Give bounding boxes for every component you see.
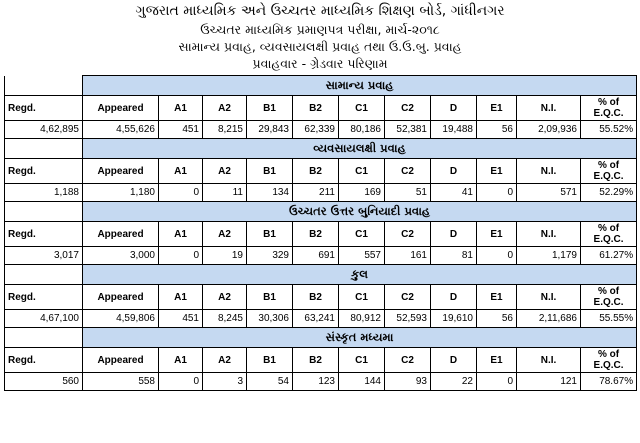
column-header: C2 [385,96,431,121]
table-cell: 169 [339,184,385,202]
column-header: N.I. [517,348,581,373]
table-row [5,310,637,328]
table-cell: 55.52% [581,121,637,139]
column-header: C1 [339,222,385,247]
column-header: B1 [247,285,293,310]
column-header: B1 [247,159,293,184]
column-header: A2 [203,96,247,121]
table-cell: 3,000 [83,247,159,265]
column-header: C2 [385,348,431,373]
column-header-row [5,348,637,373]
column-header: B1 [247,222,293,247]
table-cell: 0 [477,373,517,391]
table-cell: 8,245 [203,310,247,328]
table-cell: 22 [431,373,477,391]
column-header: E1 [477,285,517,310]
column-header: % of E.Q.C. [581,159,637,184]
section-title-spacer [5,202,83,222]
column-header: % of E.Q.C. [581,348,637,373]
table-cell: 451 [159,310,203,328]
column-header: E1 [477,222,517,247]
table-cell: 62,339 [293,121,339,139]
column-header: A1 [159,96,203,121]
column-header: Regd. [5,285,83,310]
table-cell: 52,381 [385,121,431,139]
column-header: N.I. [517,285,581,310]
table-cell: 4,67,100 [5,310,83,328]
section-title-row [5,265,637,285]
column-header: % of E.Q.C. [581,222,637,247]
table-cell: 0 [477,184,517,202]
board-title: ગુજરાત માધ્યમિક અને ઉચ્ચતર માધ્યમિક શિક્ષણ બોર્ડ, ગાંધીનગર [135,3,505,19]
table-cell: 19,610 [431,310,477,328]
column-header: E1 [477,159,517,184]
table-cell: 0 [159,184,203,202]
column-header: C1 [339,159,385,184]
section-title-spacer [5,139,83,159]
column-header: Appeared [83,159,159,184]
column-header: D [431,348,477,373]
table-cell: 80,912 [339,310,385,328]
column-header: B2 [293,285,339,310]
report-title: પ્રવાહવાર - ગ્રેડવાર પરિણામ [252,56,388,71]
column-header: Regd. [5,222,83,247]
column-header: C1 [339,285,385,310]
table-cell: 144 [339,373,385,391]
table-cell: 161 [385,247,431,265]
column-header: B2 [293,348,339,373]
table-cell: 41 [431,184,477,202]
column-header: B2 [293,159,339,184]
table-cell: 1,179 [517,247,581,265]
column-header: D [431,285,477,310]
column-header: N.I. [517,159,581,184]
column-header: A2 [203,159,247,184]
table-row [5,121,637,139]
section-title: ઉચ્ચતર ઉત્તર બુનિયાદી પ્રવાહ [83,202,637,222]
column-header: E1 [477,348,517,373]
column-header: Regd. [5,348,83,373]
results-table [4,75,637,391]
column-header: B1 [247,348,293,373]
column-header: A2 [203,222,247,247]
table-cell: 691 [293,247,339,265]
table-cell: 560 [5,373,83,391]
table-cell: 4,59,806 [83,310,159,328]
table-cell: 55.55% [581,310,637,328]
table-cell: 0 [159,247,203,265]
exam-title: ઉચ્ચતર માધ્યમિક પ્રમાણપત્ર પરીક્ષા, માર્ચ-૨૦૧૮ [200,22,440,37]
table-row [5,373,637,391]
column-header-row [5,222,637,247]
table-cell: 51 [385,184,431,202]
column-header-row [5,96,637,121]
table-cell: 93 [385,373,431,391]
table-cell: 134 [247,184,293,202]
table-cell: 2,11,686 [517,310,581,328]
table-cell: 4,62,895 [5,121,83,139]
section-title-row [5,139,637,159]
column-header: N.I. [517,96,581,121]
column-header: Appeared [83,96,159,121]
table-cell: 121 [517,373,581,391]
table-cell: 1,188 [5,184,83,202]
column-header: A2 [203,348,247,373]
column-header: A1 [159,285,203,310]
column-header-row [5,159,637,184]
table-cell: 19 [203,247,247,265]
column-header: % of E.Q.C. [581,285,637,310]
table-cell: 63,241 [293,310,339,328]
column-header: D [431,222,477,247]
section-title-spacer [5,328,83,348]
section-title: કુલ [83,265,637,285]
column-header: Appeared [83,222,159,247]
table-cell: 52,593 [385,310,431,328]
section-title-row [5,202,637,222]
table-cell: 0 [159,373,203,391]
table-cell: 4,55,626 [83,121,159,139]
table-cell: 211 [293,184,339,202]
table-cell: 123 [293,373,339,391]
table-cell: 56 [477,310,517,328]
table-cell: 52.29% [581,184,637,202]
column-header-row [5,285,637,310]
table-cell: 11 [203,184,247,202]
column-header: B2 [293,96,339,121]
column-header: B1 [247,96,293,121]
table-cell: 451 [159,121,203,139]
table-cell: 61.27% [581,247,637,265]
column-header: Appeared [83,348,159,373]
column-header: Regd. [5,159,83,184]
section-title: સંસ્કૃત મધ્યમા [83,328,637,348]
table-cell: 29,843 [247,121,293,139]
table-row [5,247,637,265]
table-cell: 80,186 [339,121,385,139]
table-cell: 54 [247,373,293,391]
table-cell: 558 [83,373,159,391]
column-header: C1 [339,96,385,121]
section-title: વ્યવસાયલક્ષી પ્રવાહ [83,139,637,159]
table-cell: 1,180 [83,184,159,202]
column-header: % of E.Q.C. [581,96,637,121]
column-header: A1 [159,222,203,247]
section-title-spacer [5,265,83,285]
column-header: C2 [385,159,431,184]
column-header: D [431,96,477,121]
streams-title: સામાન્ય પ્રવાહ, વ્યવસાયલક્ષી પ્રવાહ તથા ઉ.ઉ.બુ. પ્રવાહ [178,39,462,54]
document-header [0,0,640,75]
section-title-row [5,76,637,96]
column-header: A2 [203,285,247,310]
section-title: સામાન્ય પ્રવાહ [83,76,637,96]
table-cell: 0 [477,247,517,265]
table-cell: 557 [339,247,385,265]
column-header: A1 [159,348,203,373]
column-header: A1 [159,159,203,184]
column-header: E1 [477,96,517,121]
table-cell: 30,306 [247,310,293,328]
section-title-spacer [5,76,83,96]
column-header: Appeared [83,285,159,310]
table-row [5,184,637,202]
table-cell: 8,215 [203,121,247,139]
table-cell: 3 [203,373,247,391]
column-header: Regd. [5,96,83,121]
column-header: B2 [293,222,339,247]
table-cell: 3,017 [5,247,83,265]
column-header: C2 [385,285,431,310]
table-cell: 19,488 [431,121,477,139]
column-header: C2 [385,222,431,247]
column-header: C1 [339,348,385,373]
section-title-row [5,328,637,348]
table-cell: 571 [517,184,581,202]
column-header: N.I. [517,222,581,247]
table-cell: 56 [477,121,517,139]
table-cell: 78.67% [581,373,637,391]
table-cell: 81 [431,247,477,265]
table-cell: 329 [247,247,293,265]
column-header: D [431,159,477,184]
table-cell: 2,09,936 [517,121,581,139]
